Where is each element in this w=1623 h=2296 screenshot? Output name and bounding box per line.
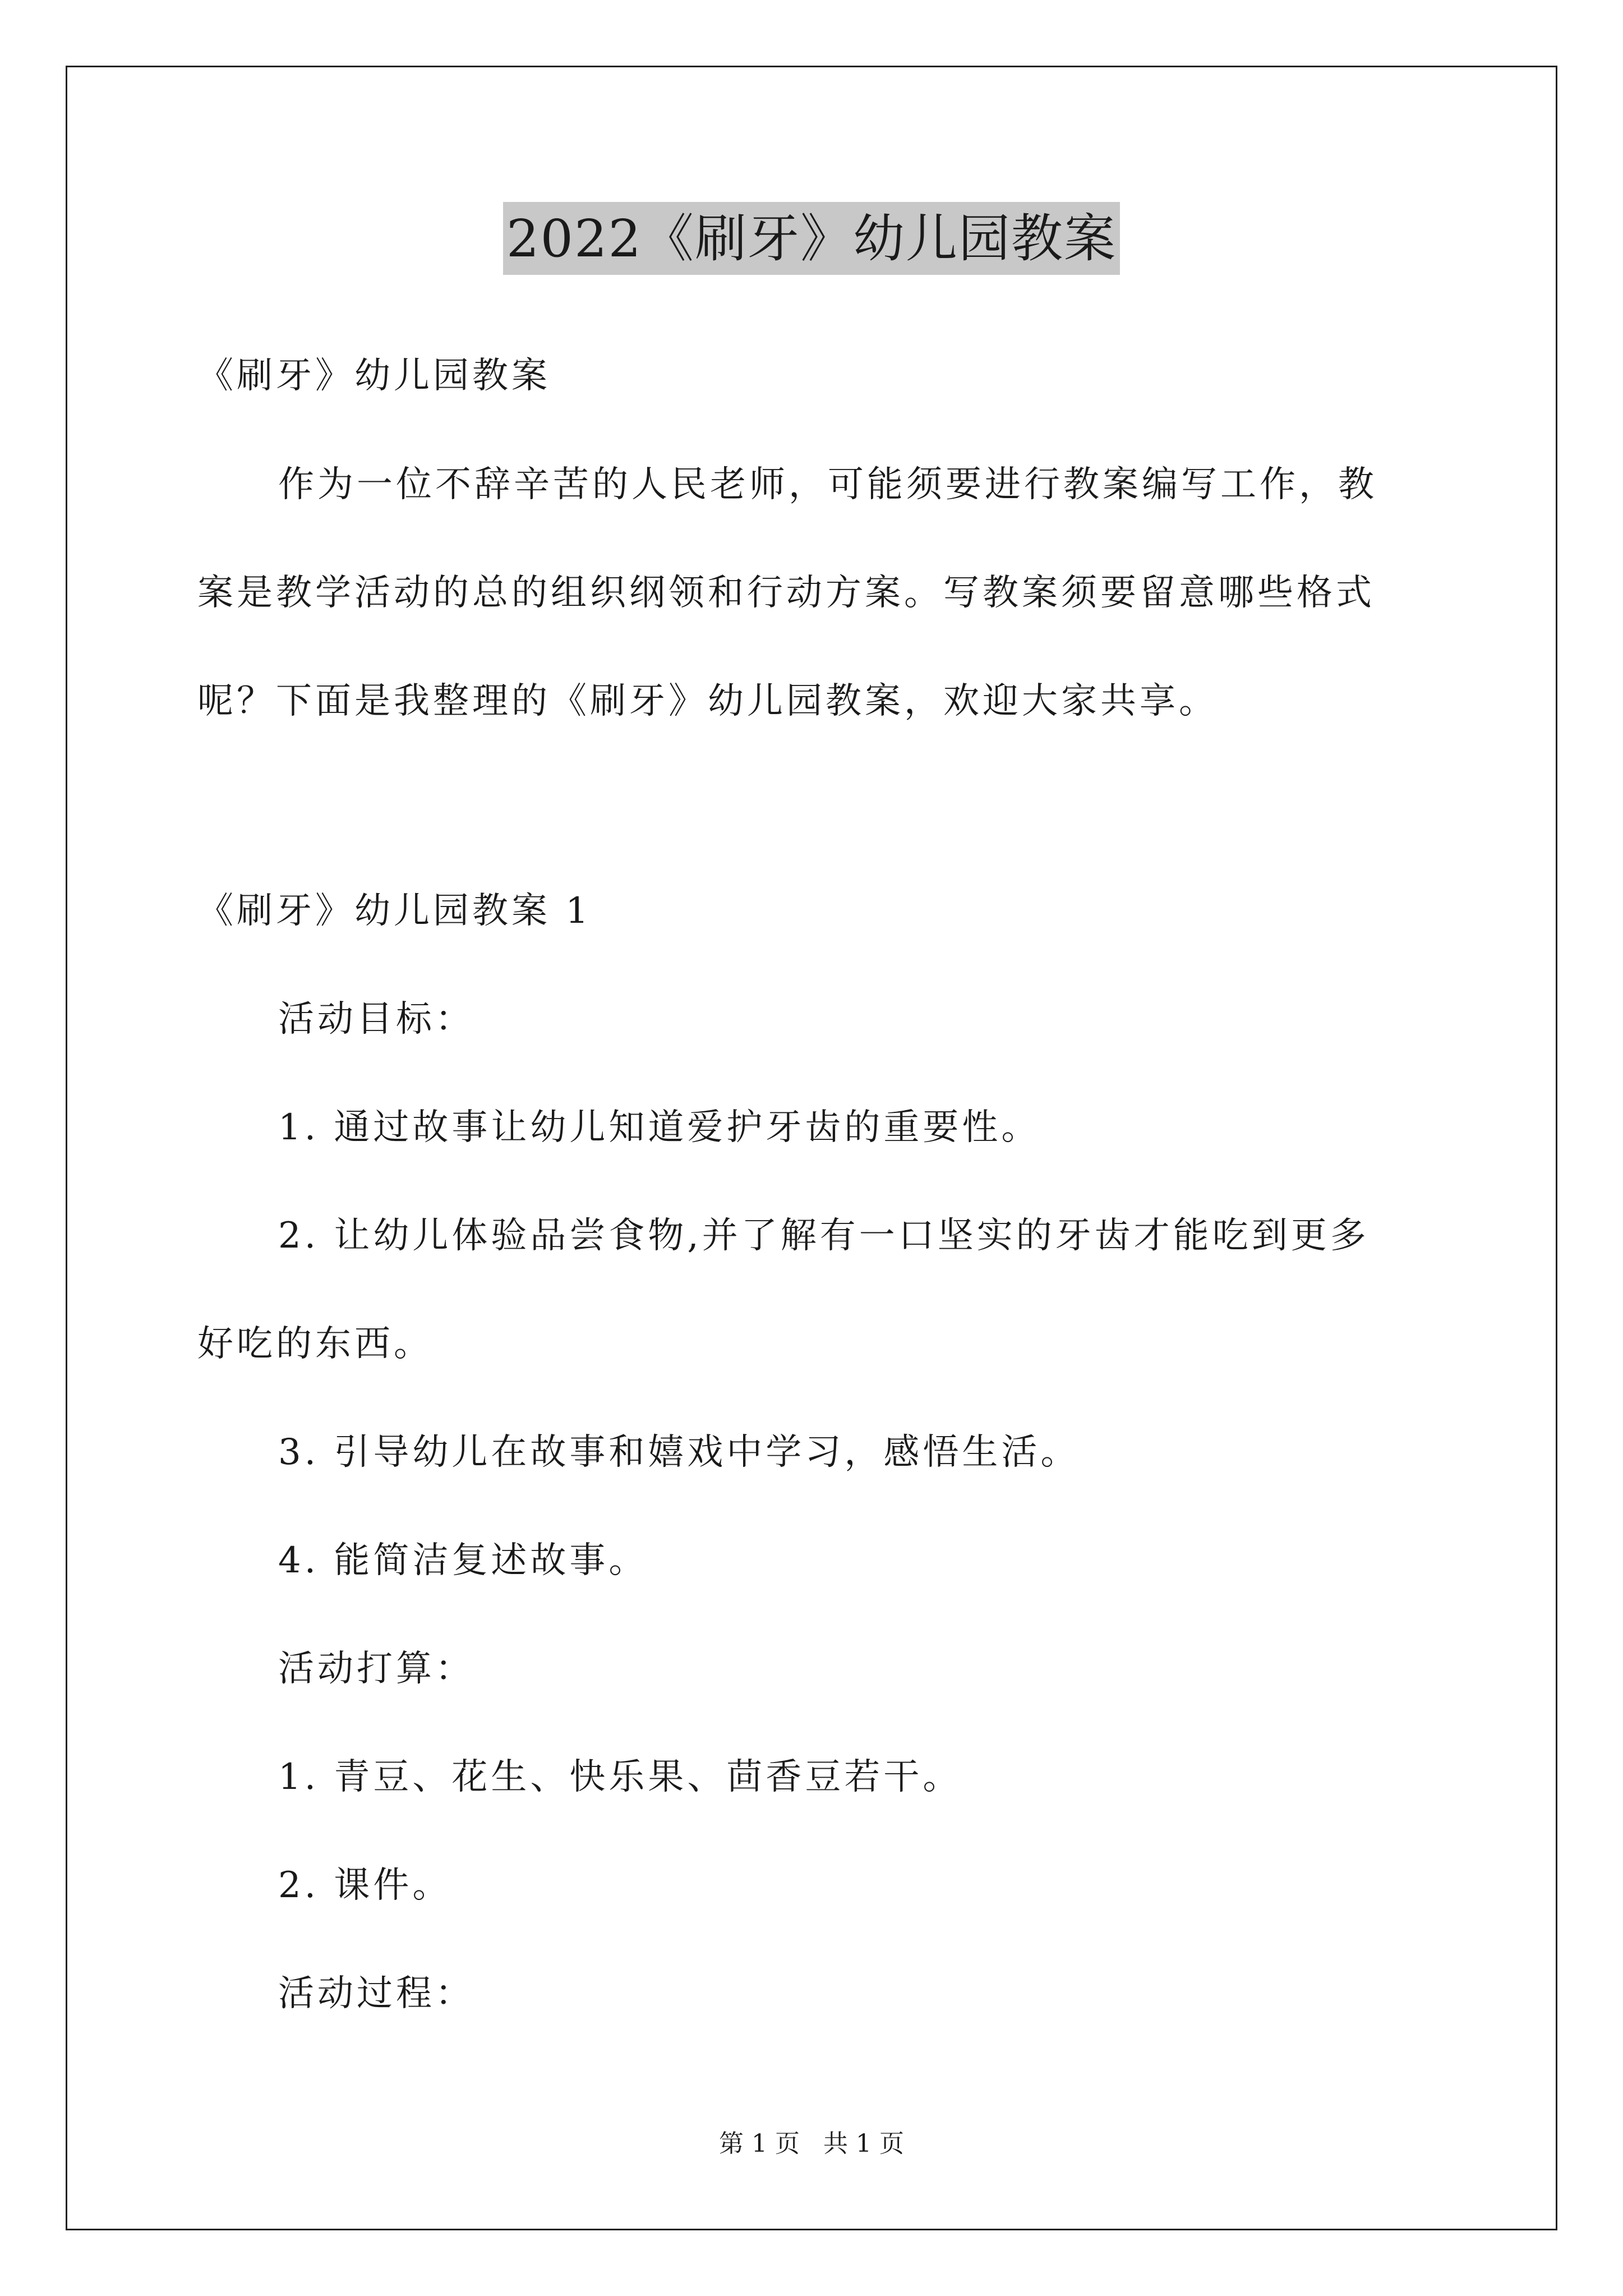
subtitle: 《刷牙》幼儿园教案 <box>197 355 551 397</box>
document-title: 2022《刷牙》幼儿园教案 <box>503 202 1120 275</box>
intro-line: 作为一位不辞辛苦的人民老师，可能须要进行教案编写工作，教 <box>278 464 1377 505</box>
goal-item: 2. 让幼儿体验品尝食物,并了解有一口坚实的牙齿才能吃到更多 <box>278 1215 1370 1257</box>
prep-item: 2. 课件。 <box>278 1865 452 1906</box>
goal-item: 4. 能简洁复述故事。 <box>278 1540 648 1581</box>
page-footer: 第 1 页 共 1 页 <box>719 2129 904 2158</box>
prep-heading: 活动打算： <box>278 1648 474 1690</box>
section-heading: 《刷牙》幼儿园教案 1 <box>197 890 592 932</box>
goal-item: 1. 通过故事让幼儿知道爱护牙齿的重要性。 <box>278 1107 1041 1148</box>
goals-heading: 活动目标： <box>278 999 474 1040</box>
intro-line: 呢？下面是我整理的《刷牙》幼儿园教案，欢迎大家共享。 <box>197 680 1218 722</box>
intro-line: 案是教学活动的总的组织纲领和行动方案。写教案须要留意哪些格式 <box>197 572 1375 614</box>
title-container <box>0 202 1623 275</box>
goal-item: 3. 引导幼儿在故事和嬉戏中学习，感悟生活。 <box>278 1432 1080 1473</box>
prep-item: 1. 青豆、花生、快乐果、茴香豆若干。 <box>278 1756 962 1798</box>
goal-item-continued: 好吃的东西。 <box>197 1323 433 1365</box>
process-heading: 活动过程： <box>278 1973 474 2014</box>
